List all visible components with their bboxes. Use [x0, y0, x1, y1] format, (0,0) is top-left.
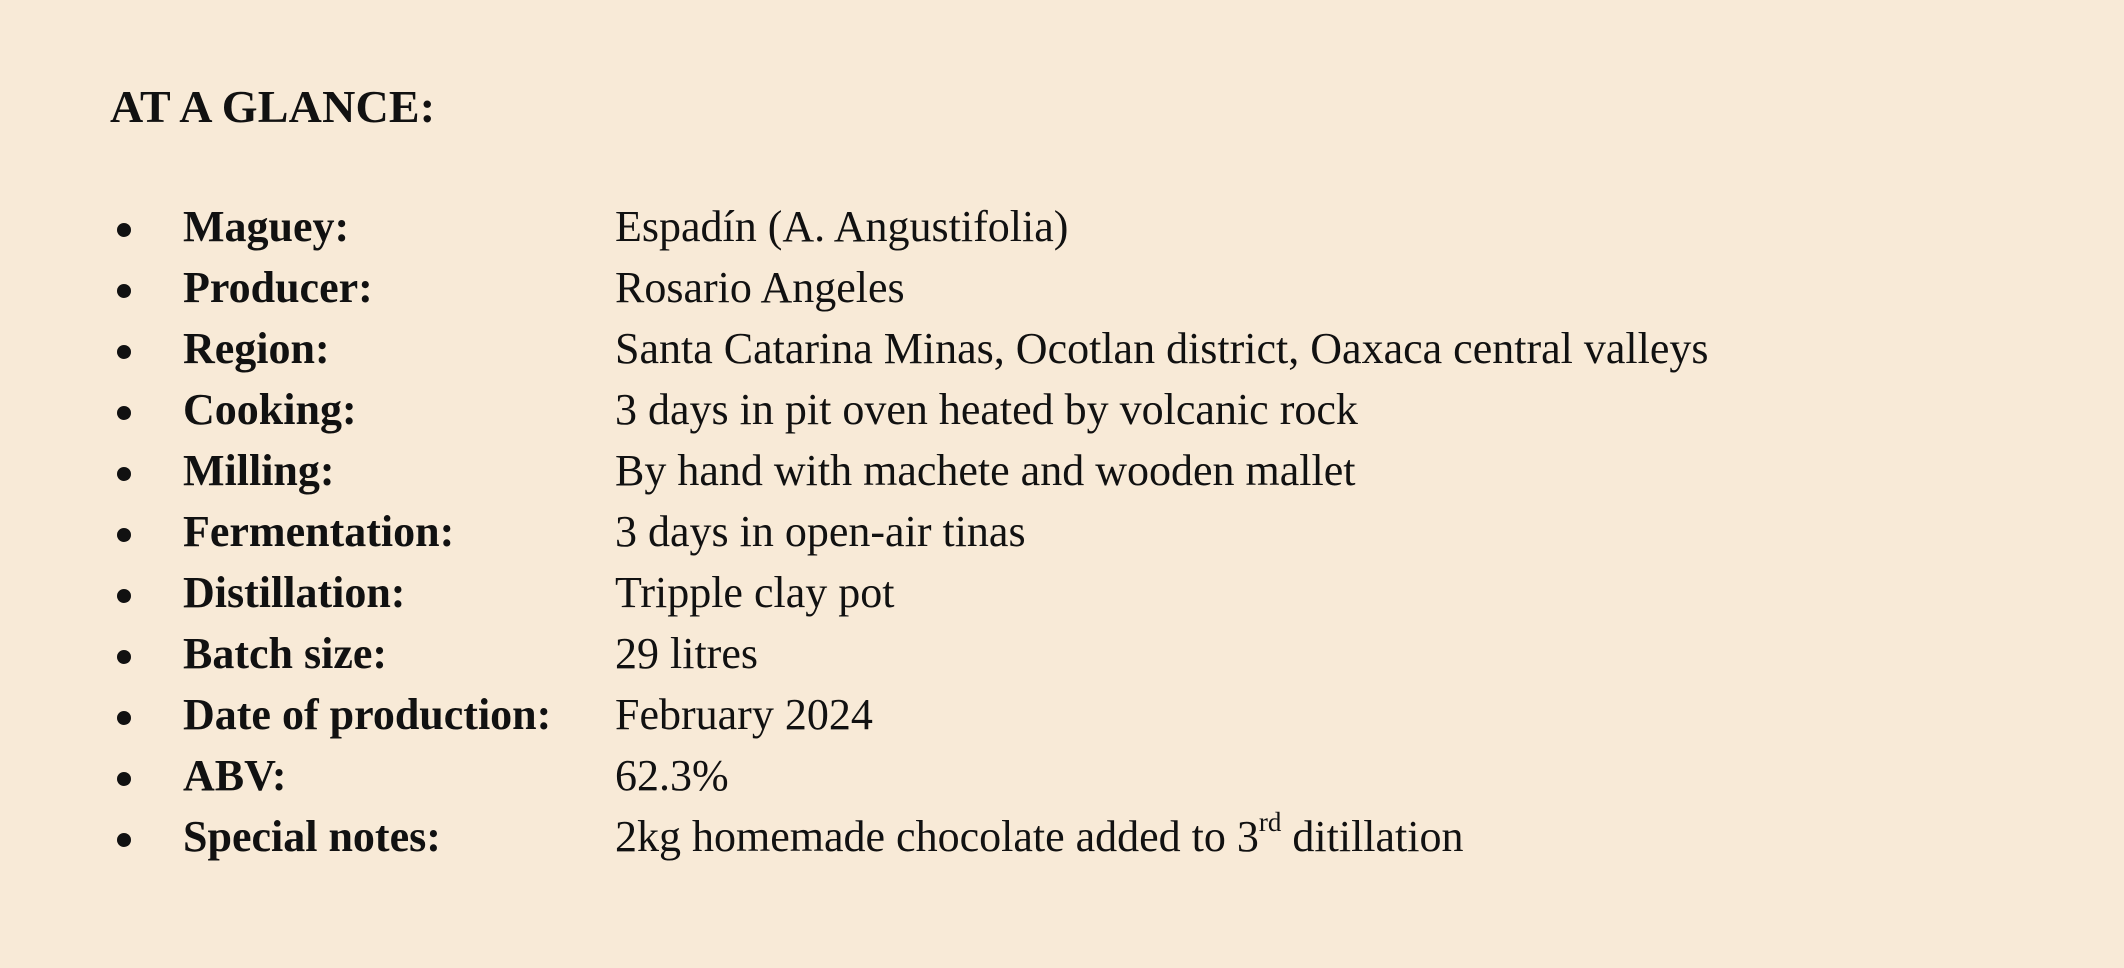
list-item-abv	[110, 750, 2010, 811]
special-notes-text-before: 2kg homemade chocolate added to 3	[615, 812, 1259, 861]
cooking-value: 3 days in pit oven heated by volcanic rock	[615, 385, 1358, 434]
bullet-icon	[117, 406, 131, 420]
list-item-maguey	[110, 201, 2010, 262]
bullet-icon	[117, 528, 131, 542]
distillation-label: Distillation:	[183, 568, 406, 617]
special-notes-value	[615, 807, 1464, 864]
fermentation-value: 3 days in open-air tinas	[615, 507, 1026, 556]
bullet-icon	[117, 772, 131, 786]
fermentation-label: Fermentation:	[183, 507, 455, 556]
list-item-producer	[110, 262, 2010, 323]
abv-value: 62.3%	[615, 751, 729, 800]
special-notes-text-after: ditillation	[1281, 812, 1464, 861]
bullet-icon	[117, 345, 131, 359]
bullet-icon	[117, 467, 131, 481]
producer-value: Rosario Angeles	[615, 263, 905, 312]
special-notes-label: Special notes:	[183, 812, 441, 861]
list-item-milling	[110, 445, 2010, 506]
list-item-special-notes	[110, 807, 2010, 872]
producer-label: Producer:	[183, 263, 373, 312]
region-label: Region:	[183, 324, 330, 373]
list-item-distillation	[110, 567, 2010, 628]
list-item-date-of-production	[110, 689, 2010, 750]
bullet-icon	[117, 711, 131, 725]
bullet-icon	[117, 833, 131, 847]
maguey-label: Maguey:	[183, 202, 350, 251]
at-a-glance-list	[110, 201, 2010, 872]
batch-size-label: Batch size:	[183, 629, 388, 678]
date-of-production-label: Date of production:	[183, 690, 552, 739]
list-item-cooking	[110, 384, 2010, 445]
list-item-region	[110, 323, 2010, 384]
abv-label: ABV:	[183, 751, 287, 800]
batch-size-value: 29 litres	[615, 629, 758, 678]
distillation-value: Tripple clay pot	[615, 568, 895, 617]
bullet-icon	[117, 650, 131, 664]
region-value: Santa Catarina Minas, Ocotlan district, Oaxaca central valleys	[615, 324, 1709, 373]
date-of-production-value: February 2024	[615, 690, 873, 739]
ordinal-superscript: rd	[1258, 807, 1282, 838]
list-item-fermentation	[110, 506, 2010, 567]
bullet-icon	[117, 223, 131, 237]
milling-value: By hand with machete and wooden mallet	[615, 446, 1356, 495]
bullet-icon	[117, 589, 131, 603]
bullet-icon	[117, 284, 131, 298]
cooking-label: Cooking:	[183, 385, 357, 434]
milling-label: Milling:	[183, 446, 335, 495]
maguey-value: Espadín (A. Angustifolia)	[615, 202, 1069, 251]
list-item-batch-size	[110, 628, 2010, 689]
section-title: AT A GLANCE:	[110, 81, 436, 132]
